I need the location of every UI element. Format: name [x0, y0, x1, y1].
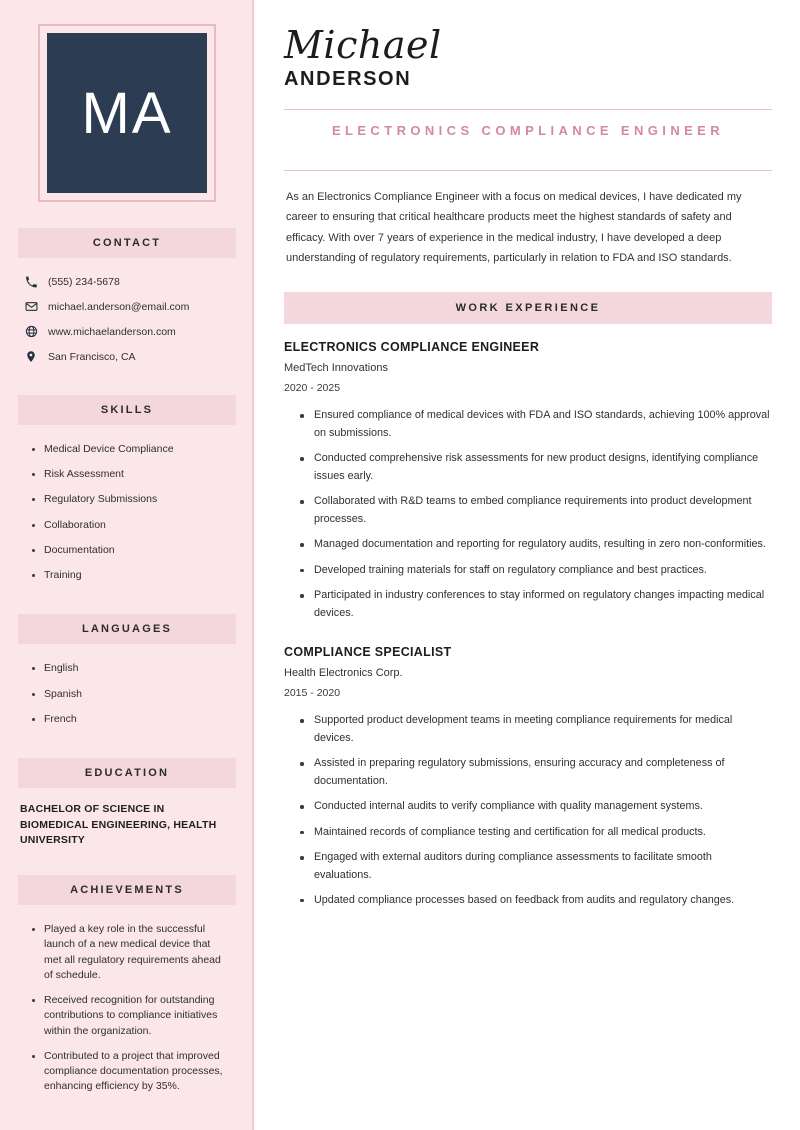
- contact-item-website[interactable]: [20, 319, 234, 344]
- job-title: ELECTRONICS COMPLIANCE ENGINEER: [331, 122, 725, 138]
- contact-value-location: San Francisco, CA: [48, 350, 136, 363]
- sidebar-heading-contact: CONTACT: [18, 228, 236, 258]
- list-item: Documentation: [32, 538, 234, 563]
- list-item: Conducted comprehensive risk assessments for new product designs, identifying compliance issues early.: [300, 446, 772, 489]
- experience-dates: 2020 - 2025: [284, 382, 341, 395]
- languages-list: [18, 656, 236, 732]
- list-item: English: [32, 656, 234, 681]
- experience-company: Health Electronics Corp.: [284, 667, 403, 680]
- section-heading-work-experience: WORK EXPERIENCE: [284, 292, 772, 324]
- experience-company: MedTech Innovations: [284, 362, 388, 375]
- monogram-frame: [38, 24, 216, 202]
- list-item: Training: [32, 563, 234, 588]
- education-degree: BACHELOR OF SCIENCE IN BIOMEDICAL ENGINEERING, HEALTH UNIVERSITY: [20, 802, 217, 847]
- first-name: Michael: [284, 23, 442, 67]
- phone-icon: [24, 276, 38, 288]
- globe-icon: [24, 325, 38, 338]
- contact-item-phone[interactable]: [20, 270, 234, 294]
- list-item: Participated in industry conferences to stay informed on regulatory changes impacting medical devices.: [300, 583, 772, 626]
- email-icon: [24, 300, 38, 313]
- sidebar-heading-languages: LANGUAGES: [18, 614, 236, 644]
- contact-value-website: www.michaelanderson.com: [48, 325, 176, 338]
- contact-item-location[interactable]: [20, 344, 234, 369]
- list-item: Supported product development teams in meeting compliance requirements for medical devices.: [300, 708, 772, 751]
- contact-value-phone: (555) 234-5678: [48, 276, 120, 288]
- contact-value-email: michael.anderson@email.com: [48, 300, 190, 313]
- experience-role: COMPLIANCE SPECIALIST: [284, 645, 452, 660]
- sidebar: [0, 0, 254, 1130]
- list-item: Collaborated with R&D teams to embed compliance requirements into product development processes.: [300, 489, 772, 532]
- list-item: Spanish: [32, 682, 234, 707]
- list-item: Regulatory Submissions: [32, 487, 234, 512]
- list-item: Played a key role in the successful launch of a new medical device that met all regulatory requirements ahead of schedule.: [32, 917, 234, 988]
- list-item: Assisted in preparing regulatory submissions, ensuring accuracy and completeness of documentation.: [300, 751, 772, 794]
- list-item: Engaged with external auditors during compliance assessments to facilitate smooth evaluations.: [300, 845, 772, 888]
- experience-entry: [284, 645, 772, 913]
- experience-dates: 2015 - 2020: [284, 687, 341, 700]
- list-item: French: [32, 707, 234, 732]
- list-item: Updated compliance processes based on feedback from audits and regulatory changes.: [300, 888, 772, 913]
- list-item: Contributed to a project that improved compliance documentation processes, enhancing efficiency by 35%.: [32, 1044, 234, 1100]
- location-pin-icon: [24, 350, 38, 363]
- achievements-list: [18, 917, 236, 1099]
- list-item: Received recognition for outstanding contributions to compliance initiatives within the organization.: [32, 988, 234, 1044]
- list-item: Medical Device Compliance: [32, 437, 234, 462]
- main-content: [254, 0, 800, 1130]
- skills-list: [18, 437, 236, 588]
- list-item: Risk Assessment: [32, 462, 234, 487]
- experience-role: ELECTRONICS COMPLIANCE ENGINEER: [284, 340, 540, 355]
- list-item: Conducted internal audits to verify compliance with quality management systems.: [300, 794, 772, 819]
- list-item: Ensured compliance of medical devices with FDA and ISO standards, achieving 100% approval on submissions.: [300, 403, 772, 446]
- experience-points: [284, 708, 772, 913]
- sidebar-heading-achievements: ACHIEVEMENTS: [18, 875, 236, 905]
- profile-summary: As an Electronics Compliance Engineer with a focus on medical devices, I have dedicated my career to ensuring that critical healthcare products meet the highest standards of safety and efficacy. With over 7 years of experience in the medical industry, I have developed a deep understanding of regulatory requirements, particularly in relation to FDA and ISO standards.: [286, 190, 742, 264]
- sidebar-heading-education: EDUCATION: [18, 758, 236, 788]
- experience-entry: [284, 340, 772, 626]
- list-item: Developed training materials for staff on regulatory compliance and best practices.: [300, 558, 772, 583]
- contact-item-email[interactable]: [20, 294, 234, 319]
- contact-list: [18, 270, 236, 369]
- sidebar-heading-skills: SKILLS: [18, 395, 236, 425]
- last-name: ANDERSON: [284, 67, 412, 90]
- list-item: Managed documentation and reporting for regulatory audits, resulting in zero non-conformities.: [300, 532, 772, 557]
- monogram-initials: MA: [47, 33, 207, 193]
- experience-points: [284, 403, 772, 626]
- list-item: Maintained records of compliance testing and certification for all medical products.: [300, 820, 772, 845]
- list-item: Collaboration: [32, 513, 234, 538]
